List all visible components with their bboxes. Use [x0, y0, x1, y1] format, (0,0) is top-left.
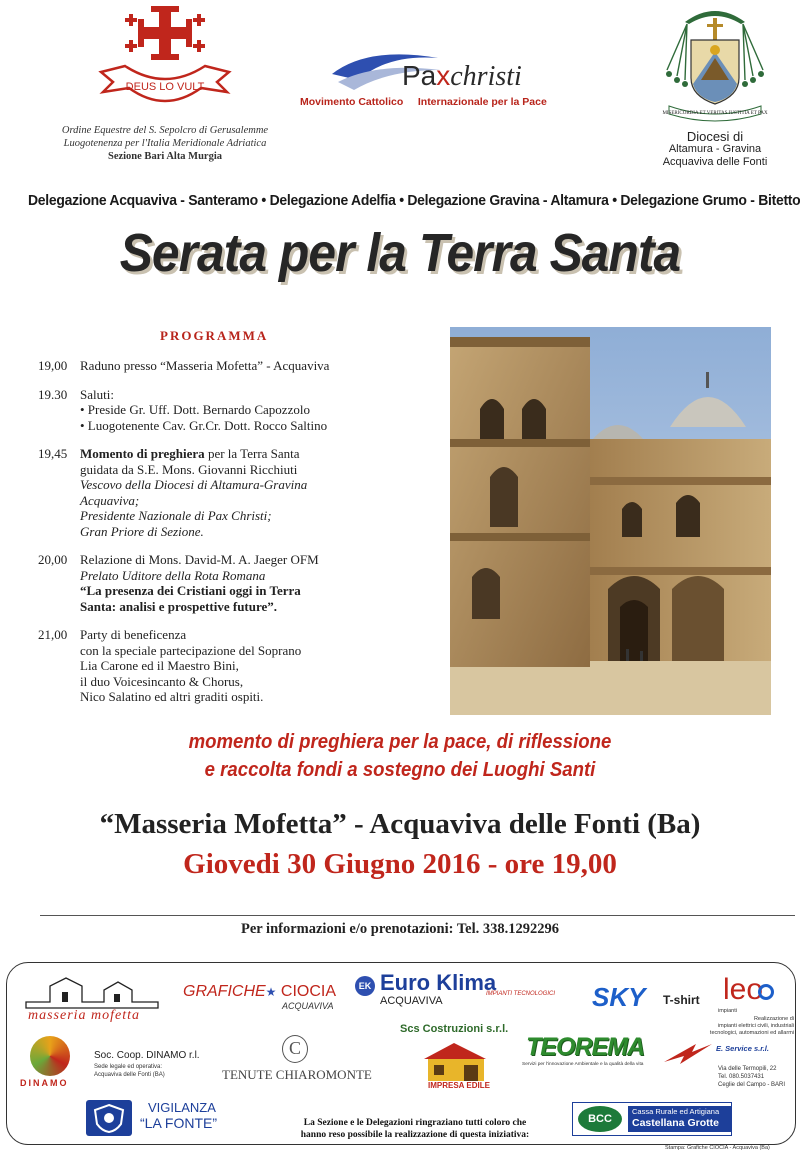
programme-list: [38, 358, 438, 718]
programme-description: [80, 627, 438, 705]
programme-description: [80, 446, 438, 539]
programme-line: con la speciale partecipazione del Soprano: [80, 642, 302, 658]
diocese-line-1: Diocesi di: [686, 129, 744, 144]
programme-time: 20,00: [38, 552, 68, 567]
sponsor-dinamo: Soc. Coop. DINAMO r.l.: [94, 1050, 200, 1061]
paxchristi-subtitle: Movimento Cattolico Internazionale per la Pace: [300, 96, 547, 108]
paxchristi-logo: [300, 40, 600, 120]
programme-line: Prelato Uditore della Rota Romana: [80, 567, 266, 583]
programme-line: • Luogotenente Cav. Gr.Cr. Dott. Rocco Saltino: [80, 417, 328, 433]
sponsor-teorema: TEOREMA: [526, 1033, 644, 1061]
euroklima-icon: EK: [355, 976, 375, 996]
diocese-line-2: Altamura - Gravina: [668, 143, 762, 155]
tagline-line-1: momento di preghiera per la pace, di riflessione: [188, 731, 612, 753]
sponsor-bcc-name: Castellana Grotte: [632, 1117, 719, 1129]
printer-credit: Stampa: Grafiche CIOCIA - Acquaviva (Ba): [665, 1145, 770, 1151]
leo-ring-icon: [758, 984, 774, 1000]
diocese-caption: [640, 130, 790, 169]
programme-line: Acquaviva;: [80, 492, 140, 508]
dinamo-logo-text: DINAMO: [20, 1078, 69, 1088]
diocese-line-3: Acquaviva delle Fonti: [662, 156, 768, 168]
sponsor-tshirt: T-shirt: [663, 993, 700, 1007]
programme-time: 19.30: [38, 386, 68, 402]
programme-line: Vescovo della Diocesi di Altamura-Gravina: [80, 477, 308, 492]
sponsor-euroklima-city: ACQUAVIVA: [380, 995, 443, 1007]
holy-sepulchre-photo: [450, 327, 771, 715]
sponsor-euroklima-sub: IMPIANTI TECNOLOGICI: [486, 991, 556, 997]
jerusalem-cross-icon: [95, 2, 235, 114]
order-motto: DEUS LO VULT: [125, 81, 205, 93]
programme-time: 21,00: [38, 627, 68, 642]
eservice-bolt-icon: [662, 1040, 714, 1068]
programme-line: “La presenza dei Cristiani oggi in Terra: [80, 583, 301, 598]
sponsor-euroklima: Euro Klima: [380, 970, 497, 995]
programme-item: [38, 358, 438, 374]
programme-item: [38, 552, 438, 614]
diocese-logo: [640, 0, 790, 175]
contact-info: Per informazioni e/o prenotazioni: Tel. 338.1292296: [240, 921, 560, 937]
sponsor-teorema-sub: Servizi per l'innovazione Ambientale e la qualità della vita: [522, 1062, 644, 1067]
sponsor-vigilanza: VIGILANZA: [148, 1100, 216, 1115]
sponsor-vigilanza-name: “LA FONTE”: [140, 1115, 218, 1131]
order-line-2: Luogotenenza per l'Italia Meridionale Adriatica: [63, 138, 267, 149]
sponsor-grafiche: GRAFICHE★ CIOCIA: [183, 983, 337, 1000]
programme-line: Relazione di Mons. David-M. A. Jaeger OFM: [80, 552, 319, 567]
venue: “Masseria Mofetta” - Acquaviva delle Fonti (Ba): [99, 808, 701, 840]
order-caption: [40, 124, 290, 163]
sponsor-sky: SKY: [592, 982, 646, 1012]
tagline-line-2: e raccolta fondi a sostegno dei Luoghi Santi: [204, 759, 596, 781]
sponsor-leo: leo: [723, 973, 764, 1006]
programme-item: [38, 446, 438, 539]
diocese-motto: MISERICORDIA ET VERITAS IUSTITIA ET PAX: [662, 111, 768, 116]
programme-description: [80, 358, 438, 374]
page-title: Serata per la Terra Santa: [119, 223, 681, 283]
tagline: [28, 728, 772, 784]
programme-line: Nico Salatino ed altri graditi ospiti.: [80, 689, 264, 704]
programme-line: Party di beneficenza: [80, 627, 187, 642]
programme-line: Momento di preghiera per la Terra Santa: [80, 446, 300, 461]
sponsor-masseria-name: masseria mofetta: [28, 1008, 141, 1023]
sponsor-grafiche-city: ACQUAVIVA: [282, 1001, 334, 1011]
programme-line: il duo Voicesincanto & Chorus,: [80, 673, 244, 689]
sponsor-eservice: E. Service s.r.l.: [716, 1044, 769, 1053]
programme-line: Gran Priore di Sezione.: [80, 523, 204, 539]
programme-description: [80, 552, 438, 614]
programme-line: Raduno presso “Masseria Mofetta” - Acquaviva: [80, 358, 330, 373]
sponsor-leo-desc: Realizzazione di impianti elettrici civili, industriali tecnologici, automazioni ed allarmi: [709, 1016, 794, 1036]
church-illustration: [450, 327, 771, 715]
diocese-coat-of-arms-icon: [655, 0, 775, 122]
vigilanza-shield-icon: [86, 1100, 132, 1136]
dinamo-icon: [30, 1036, 70, 1076]
masseria-building-icon: [22, 972, 162, 1012]
programme-line: guidata da S.E. Mons. Giovanni Ricchiuti: [80, 461, 298, 477]
order-logo: [40, 2, 290, 167]
sponsor-leo-sub: impianti: [718, 1008, 737, 1014]
bcc-logo-icon: BCC: [578, 1106, 622, 1132]
sponsor-bcc: Cassa Rurale ed Artigiana: [632, 1107, 720, 1116]
sponsor-tenute: TENUTE CHIAROMONTE: [222, 1067, 372, 1082]
paxchristi-name: Paxchristi: [402, 60, 522, 92]
programme-line: Lia Carone ed il Maestro Bini,: [80, 658, 239, 673]
programme-time: 19,45: [38, 446, 68, 461]
programme-time: 19,00: [38, 358, 68, 373]
sponsor-scs-sub: IMPRESA EDILE: [428, 1081, 490, 1090]
sponsor-dinamo-address: Sede legale ed operativa: Acquaviva delle Fonti (BA): [94, 1064, 165, 1078]
tenute-crest-icon: C: [282, 1035, 308, 1063]
order-line-1: Ordine Equestre del S. Sepolcro di Gerusalemme: [61, 125, 269, 136]
sponsor-eservice-address: Via delle Termopili, 22 Tel. 080.5037431 Ceglie del Campo - BARI: [718, 1066, 786, 1088]
programme-line: Saluti:: [80, 386, 114, 402]
programme-line: Santa: analisi e prospettive future”.: [80, 598, 278, 614]
delegations-line: Delegazione Acquaviva - Santeramo • Delegazione Adelfia • Delegazione Gravina - Altamura • Delegazione Grumo - Bitetto: [28, 192, 800, 209]
order-section: Sezione Bari Alta Murgia: [107, 151, 223, 162]
programme-description: [80, 387, 438, 434]
programme-item: [38, 627, 438, 705]
programme-item: [38, 387, 438, 434]
divider: [40, 915, 795, 916]
event-date: Giovedi 30 Giugno 2016 - ore 19,00: [183, 848, 617, 880]
sponsor-scs: Scs Costruzioni s.r.l.: [400, 1023, 509, 1035]
scs-building-icon: [420, 1039, 490, 1081]
programme-heading: PROGRAMMA: [160, 328, 269, 343]
programme-line: • Preside Gr. Uff. Dott. Bernardo Capozzolo: [80, 402, 310, 417]
programme-line: Presidente Nazionale di Pax Christi;: [80, 508, 272, 523]
thanks-note: La Sezione e le Delegazioni ringraziano tutti coloro che hanno reso possibile la realizzazione di questa iniziativa:: [300, 1118, 530, 1140]
